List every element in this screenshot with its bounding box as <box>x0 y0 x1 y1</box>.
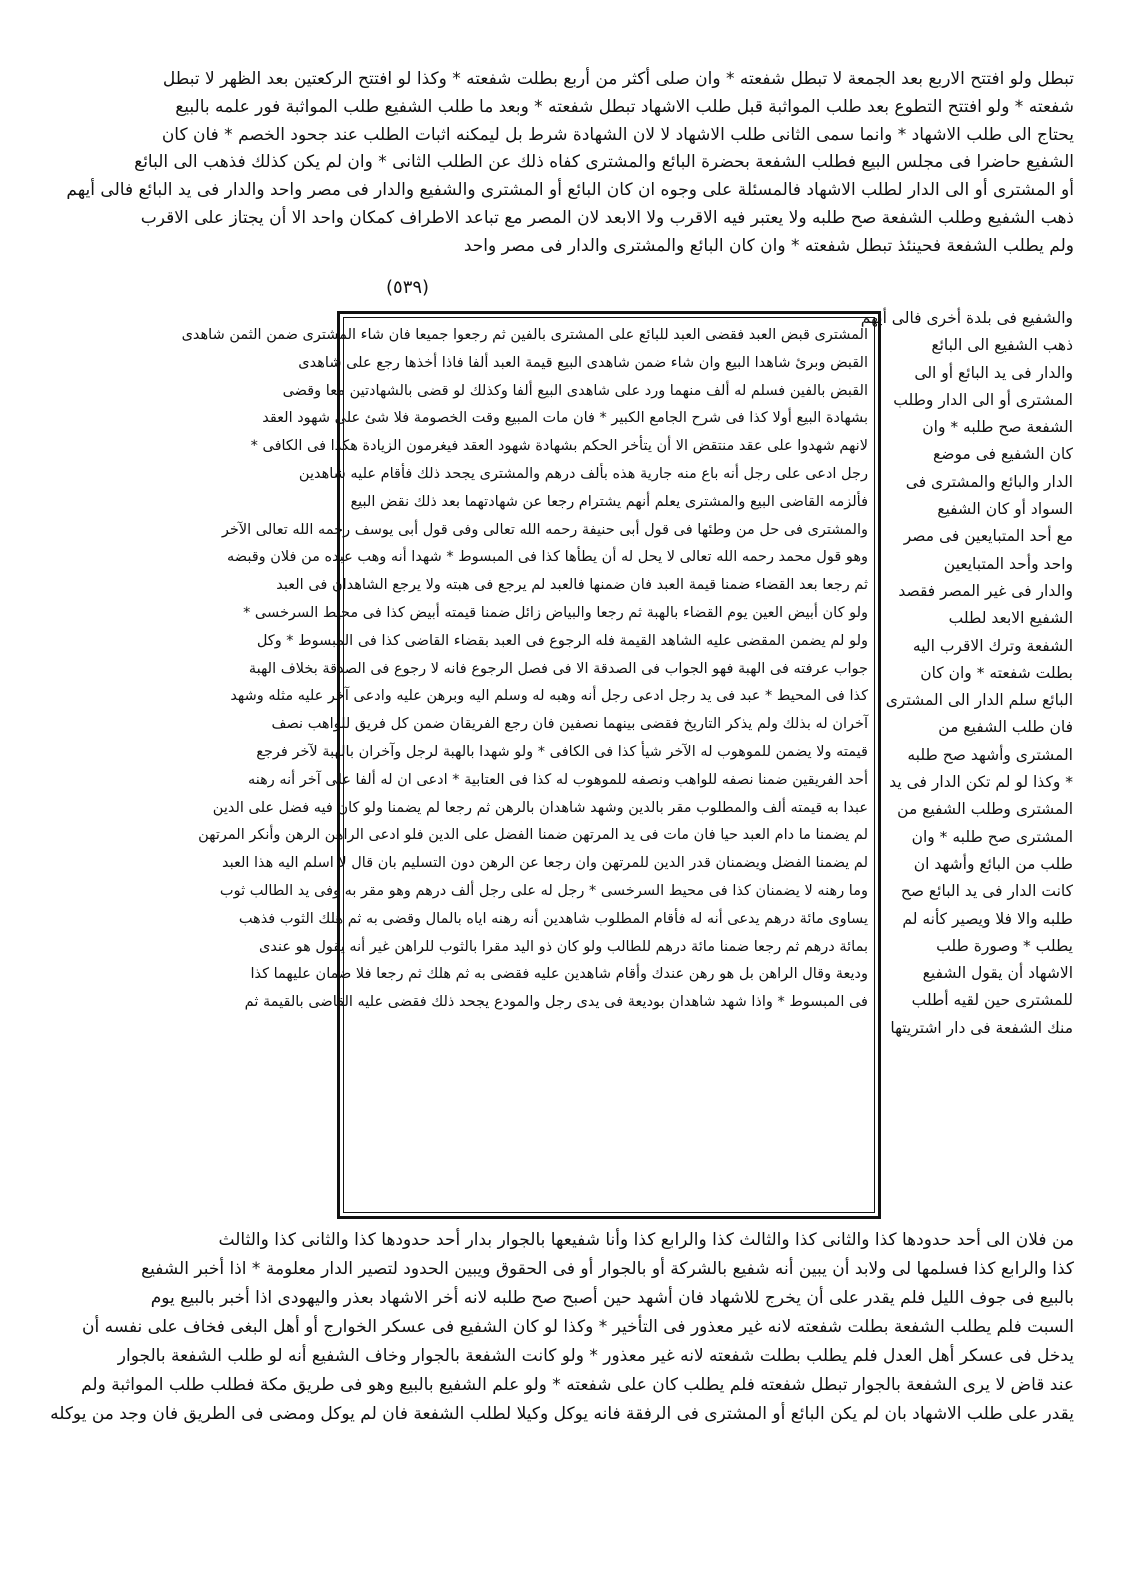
box-line: قيمته ولا يضمن للموهوب له الآخر شيأ كذا فى الكافى * ولو شهدا بالهبة لرجل وآخران بالهبة لآخر فرجع <box>256 743 868 760</box>
margin-line: والشفيع فى بلدة أخرى فالى أيهم <box>860 309 1073 327</box>
text-line: كذا والرابع كذا فسلمها لى ولابد أن يبين أنه شفيع بالشركة أو بالجوار أو فى الحقوق ويبين الحدود لتصير الدار معلومة * اذا أخبر الشفيع <box>141 1259 1074 1279</box>
text-line: شفعته * ولو افتتح التطوع بعد طلب المواثبة قبل طلب الاشهاد تبطل شفعته * وبعد ما طلب الشفيع طلب المواثبة فور علمه بالبيع <box>175 96 1074 117</box>
margin-line: المشترى صح طلبه * وان <box>911 827 1073 846</box>
margin-line: البائع سلم الدار الى المشترى <box>885 691 1073 710</box>
box-line: فى المبسوط * واذا شهد شاهدان بوديعة فى يدى رجل والمودع يجحد ذلك فقضى عليه القاضى بالقيمة ثم <box>244 994 868 1011</box>
margin-line: كان الشفيع فى موضع <box>933 445 1073 464</box>
text-line: ذهب الشفيع وطلب الشفعة صح طلبه ولا يعتبر فيه الاقرب ولا الابعد لان المصر مع تباعد الاطراف كمكان واحد الا أن يجتاز على الاقرب <box>140 207 1074 228</box>
text-line: الشفيع حاضرا فى مجلس البيع فطلب الشفعة بحضرة البائع والمشترى كفاه ذلك عن الطلب الثانى * وان لم يكن كذلك فذهب الى البائع <box>134 152 1074 173</box>
commentary-box-text <box>181 322 868 1017</box>
box-line: لانهم شهدوا على عقد منتقض الا أن يتأخر الحكم بشهادة شهود العقد فيغرمون الزيادة هكذا فى الكافى * <box>250 438 868 455</box>
box-line: فألزمه القاضى البيع والمشترى يعلم أنهم يشترام رجعا عن شهادتهما بعد ذلك نقض البيع <box>350 493 868 510</box>
margin-line: المشترى وأشهد صح طلبه <box>907 745 1073 764</box>
margin-line: المشترى وطلب الشفيع من <box>897 800 1073 819</box>
box-line: والمشترى فى حل من وطئها فى قول أبى حنيفة رحمه الله تعالى وفى قول أبى يوسف رحمه الله تعالى الآخر <box>221 521 868 538</box>
text-line: عند قاض لا يرى الشفعة بالجوار تبطل شفعته فلم يطلب كان على شفعته * ولو علم الشفيع بالبيع وهو فى طريق مكة فطلب طلب المواثبة ولم <box>81 1375 1074 1395</box>
text-line: يقدر على طلب الاشهاد بان لم يكن البائع أو المشترى فى الرفقة فانه يوكل وكيلا لطلب الشفعة فان لم يوكل ومضى فى الطريق فان وجد من يوكله <box>50 1404 1074 1424</box>
box-line: المشترى قبض العبد فقضى العبد للبائع على المشترى بالفين ثم رجعوا جميعا فان شاء المشترى ضمن الثمن شاهدى <box>181 327 868 343</box>
margin-line: * وكذا لو لم تكن الدار فى يد <box>889 773 1073 792</box>
margin-line: بطلت شفعته * وان كان <box>920 663 1073 682</box>
margin-line: الشفعة صح طلبه * وان <box>922 418 1073 437</box>
margin-commentary <box>860 305 1073 1042</box>
margin-line: للمشترى حين لقيه أطلب <box>911 991 1073 1010</box>
margin-line: منك الشفعة فى دار اشتريتها <box>890 1018 1073 1037</box>
margin-line: الشفيع الابعد لطلب <box>948 609 1073 628</box>
margin-line: والدار فى يد البائع أو الى <box>914 363 1073 382</box>
box-line: جواب عرفته فى الهبة فهو الجواب فى الصدقة الا فى فصل الرجوع فانه لا رجوع فى الصدقة بخلاف الهبة <box>248 660 868 677</box>
box-line: لم يضمنا الفضل ويضمنان قدر الدين للمرتهن وان رجعا عن الرهن دون التسليم بان قال لا اسلم اليه هذا العبد <box>221 855 868 872</box>
text-line: السبت فلم يطلب الشفعة بطلت شفعته لانه غير معذور فى التأخير * وكذا لو كان الشفيع فى عسكر الخوارج أو أهل البغى فخاف على نفسه أن <box>82 1317 1074 1337</box>
box-line: ولو لم يضمن المقضى عليه الشاهد القيمة فله الرجوع فى العبد بقضاء القاضى كذا فى المبسوط * وكل <box>256 632 868 649</box>
box-line: لم يضمنا ما دام العبد حيا فان مات فى يد المرتهن ضمنا الفضل على الدين فلو ادعى الراهن الرهن وأنكر المرتهن <box>198 827 868 844</box>
box-line: القبض وبرئ شاهدا البيع وان شاء ضمن شاهدى البيع قيمة العبد ألفا فاذا أخذها رجع على شاهدى <box>298 354 868 371</box>
text-line: يدخل فى عسكر أهل العدل فلم يطلب بطلت شفعته لانه غير معذور * ولو كانت الشفعة بالجوار وخاف الشفيع أنه لو طلب الشفعة بالجوار <box>117 1346 1074 1366</box>
box-line: وهو قول محمد رحمه الله تعالى لا يحل له أن يطأها كذا فى المبسوط * شهدا أنه وهب عبده من فلان وقبضه <box>226 549 868 566</box>
box-line: ثم رجعا بعد القضاء ضمنا قيمة العبد فان ضمنها فالعبد لم يرجع فى هبته ولا يرجع الشاهدان فى العبد <box>276 577 868 594</box>
text-line: يحتاج الى طلب الاشهاد * وانما سمى الثانى طلب الاشهاد لا لان الشهادة شرط بل ليمكنه اثبات الطلب عند جحود الخصم * فان كان <box>161 124 1074 145</box>
text-line: تبطل ولو افتتح الاربع بعد الجمعة لا تبطل شفعته * وان صلى أكثر من أربع بطلت شفعته * وكذا لو افتتح الركعتين بعد الظهر لا تبطل <box>162 69 1074 89</box>
margin-line: المشترى أو الى الدار وطلب <box>893 390 1073 409</box>
text-line: ولم يطلب الشفعة فحينئذ تبطل شفعته * وان كان البائع والمشترى والدار فى مصر واحد <box>463 235 1074 256</box>
margin-line: طلب من البائع وأشهد ان <box>913 854 1073 873</box>
text-line: بالبيع فى جوف الليل فلم يقدر على أن يخرج للاشهاد فان أشهد حين أصبح صح طلبه لانه أخر الاشهاد بعذر واليهودى اذا أخبر بالبيع يوم <box>150 1288 1074 1308</box>
margin-line: مع أحد المتبايعين فى مصر <box>903 527 1073 546</box>
margin-line: يطلب * وصورة طلب <box>936 936 1073 955</box>
box-line: القبض بالفين فسلم له ألف منهما ورد على شاهدى البيع ألفا وكذلك لو قضى بالشهادتين معا وقضى <box>282 382 868 399</box>
margin-line: الدار والبائع والمشترى فى <box>905 472 1073 491</box>
top-text-block <box>66 66 1074 261</box>
box-line: عبدا به قيمته ألف والمطلوب مقر بالدين وشهد شاهدان بالرهن ثم رجعا لم يضمنا ولو كان فيه فضل على الدين <box>212 799 868 816</box>
margin-line: طلبه والا فلا ويصير كأنه لم <box>902 909 1073 928</box>
text-line: من فلان الى أحد حدودها كذا والثانى كذا والثالث كذا والرابع كذا وأنا شفيعها بالجوار بدار أحد حدودها كذا والثانى كذا والثالث <box>218 1230 1074 1250</box>
box-line: رجل ادعى على رجل أنه باع منه جارية هذه بألف درهم والمشترى يجحد ذلك فأقام عليه شاهدين <box>298 465 868 482</box>
margin-line: الشفعة وترك الاقرب اليه <box>912 636 1073 655</box>
margin-line: والدار فى غير المصر فقصد <box>898 581 1073 600</box>
box-line: بمائة درهم ثم رجعا ضمنا مائة درهم للطالب ولو كان ذو اليد مقرا بالثوب للراهن غير أنه يقول هو عندى <box>258 938 868 955</box>
box-line: أحد الفريقين ضمنا نصفه للواهب ونصفه للموهوب له كذا فى العتابية * ادعى ان له ألفا على آخر أنه رهنه <box>247 771 868 788</box>
box-line: بشهادة البيع أولا كذا فى شرح الجامع الكبير * فان مات المبيع وقت الخصومة فلا شئ على شهود العقد <box>262 410 868 427</box>
box-line: وديعة وقال الراهن بل هو رهن عندك وأقام شاهدين عليه فقضى به ثم هلك ثم رجعا فلا ضمان عليهما كذا <box>250 966 868 983</box>
margin-line: كانت الدار فى يد البائع صح <box>900 882 1073 901</box>
box-line: يساوى مائة درهم يدعى أنه له فأقام المطلوب شاهدين أنه رهنه اياه بالمال وقضى به ثم هلك الثوب فذهب <box>238 910 868 927</box>
box-line: ولو كان أبيض العين يوم القضاء بالهبة ثم رجعا والبياض زائل ضمنا قيمته أبيض كذا فى محيط السرخسى * <box>243 604 868 621</box>
margin-line: واحد وأحد المتبايعين <box>943 554 1073 573</box>
bottom-text-block <box>50 1226 1074 1429</box>
page-number: (٥٣٩) <box>386 277 430 298</box>
box-line: وما رهنه لا يضمنان كذا فى محيط السرخسى * رجل له على رجل ألف درهم وهو مقر به وفى يد الطالب ثوب <box>219 882 868 899</box>
margin-line: السواد أو كان الشفيع <box>937 500 1073 519</box>
margin-line: ذهب الشفيع الى البائع <box>931 336 1073 355</box>
margin-line: الاشهاد أن يقول الشفيع <box>922 964 1073 983</box>
text-line: أو المشترى أو الى الدار لطلب الاشهاد فالمسئلة على وجوه ان كان البائع أو المشترى والشفيع والدار فى مصر واحد والدار فى يد البائع فالى أيهم <box>66 180 1074 201</box>
box-line: كذا فى المحيط * عبد فى يد رجل ادعى رجل أنه وهبه له وسلم اليه وبرهن عليه وادعى آخر عليه مثله وشهد <box>230 688 868 705</box>
box-line: آخران له بذلك ولم يذكر التاريخ فقضى بينهما نصفين فان رجع الفريقان ضمن كل فريق للواهب نصف <box>271 716 868 733</box>
margin-line: فان طلب الشفيع من <box>938 718 1073 737</box>
